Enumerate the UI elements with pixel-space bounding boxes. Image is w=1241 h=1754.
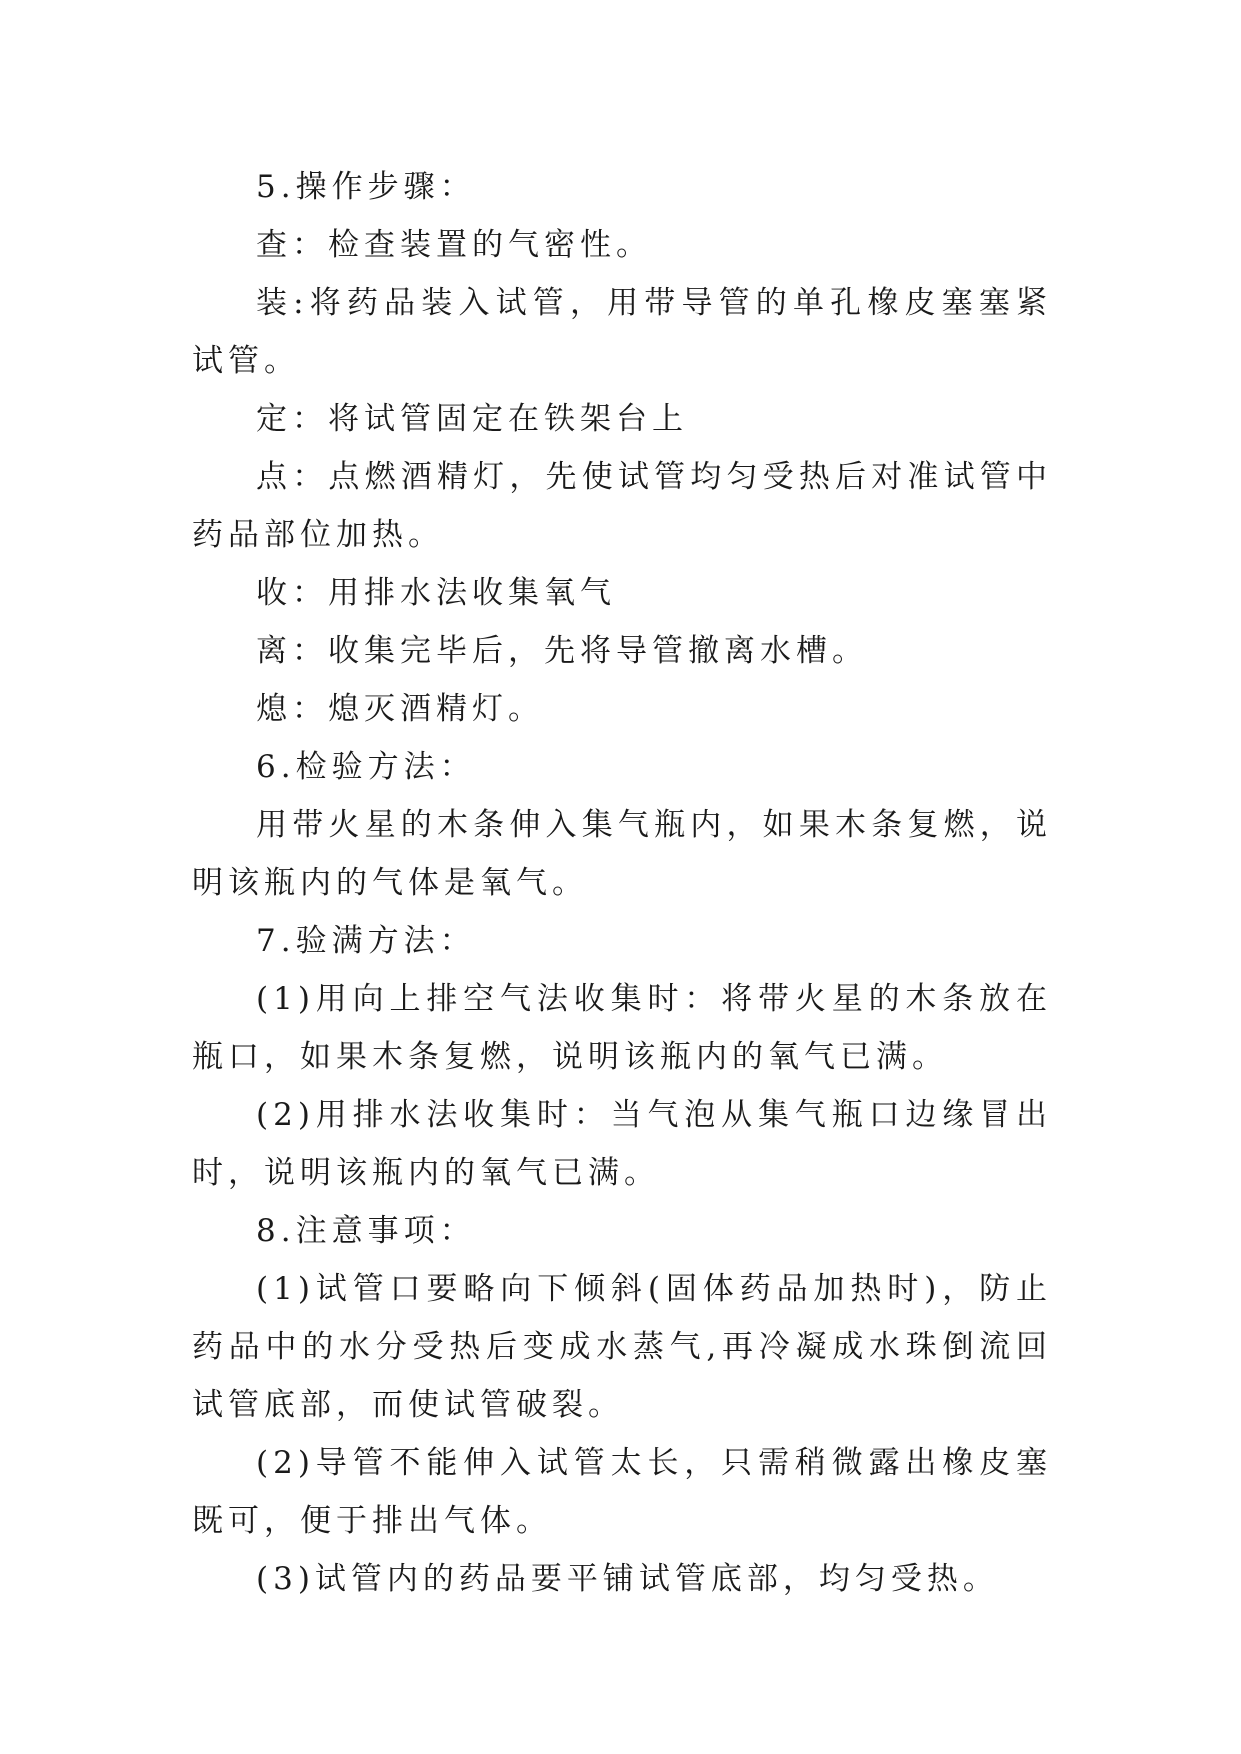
test-heading: 6.检验方法： bbox=[256, 749, 476, 785]
step-collect: 收：用排水法收集氧气 bbox=[256, 575, 616, 611]
test-method: 用带火星的木条伸入集气瓶内，如果木条复燃，说明该瓶内的气体是氧气。 bbox=[192, 807, 1052, 901]
note-2: (2)导管不能伸入试管太长，只需稍微露出橡皮塞既可，便于排出气体。 bbox=[192, 1445, 1052, 1539]
step-heading: 5.操作步骤： bbox=[256, 169, 476, 205]
note-1: (1)试管口要略向下倾斜(固体药品加热时)，防止药品中的水分受热后变成水蒸气,再冷凝成水珠倒流回试管底部，而使试管破裂。 bbox=[192, 1271, 1052, 1423]
full-check-method-2: (2)用排水法收集时：当气泡从集气瓶口边缘冒出时，说明该瓶内的氧气已满。 bbox=[192, 1097, 1052, 1191]
step-ignite: 点：点燃酒精灯，先使试管均匀受热后对准试管中药品部位加热。 bbox=[192, 459, 1052, 553]
step-extinguish: 熄：熄灭酒精灯。 bbox=[256, 691, 544, 727]
step-load: 装:将药品装入试管，用带导管的单孔橡皮塞塞紧试管。 bbox=[192, 285, 1052, 379]
notes-heading: 8.注意事项： bbox=[256, 1213, 476, 1249]
full-check-heading: 7.验满方法： bbox=[256, 923, 476, 959]
step-fix: 定：将试管固定在铁架台上 bbox=[256, 401, 688, 437]
document-body bbox=[192, 158, 1052, 1608]
step-check: 查：检查装置的气密性。 bbox=[256, 227, 652, 263]
step-remove: 离：收集完毕后，先将导管撤离水槽。 bbox=[256, 633, 868, 669]
full-check-method-1: (1)用向上排空气法收集时：将带火星的木条放在瓶口，如果木条复燃，说明该瓶内的氧气已满。 bbox=[192, 981, 1052, 1075]
note-3: (3)试管内的药品要平铺试管底部，均匀受热。 bbox=[256, 1561, 999, 1597]
